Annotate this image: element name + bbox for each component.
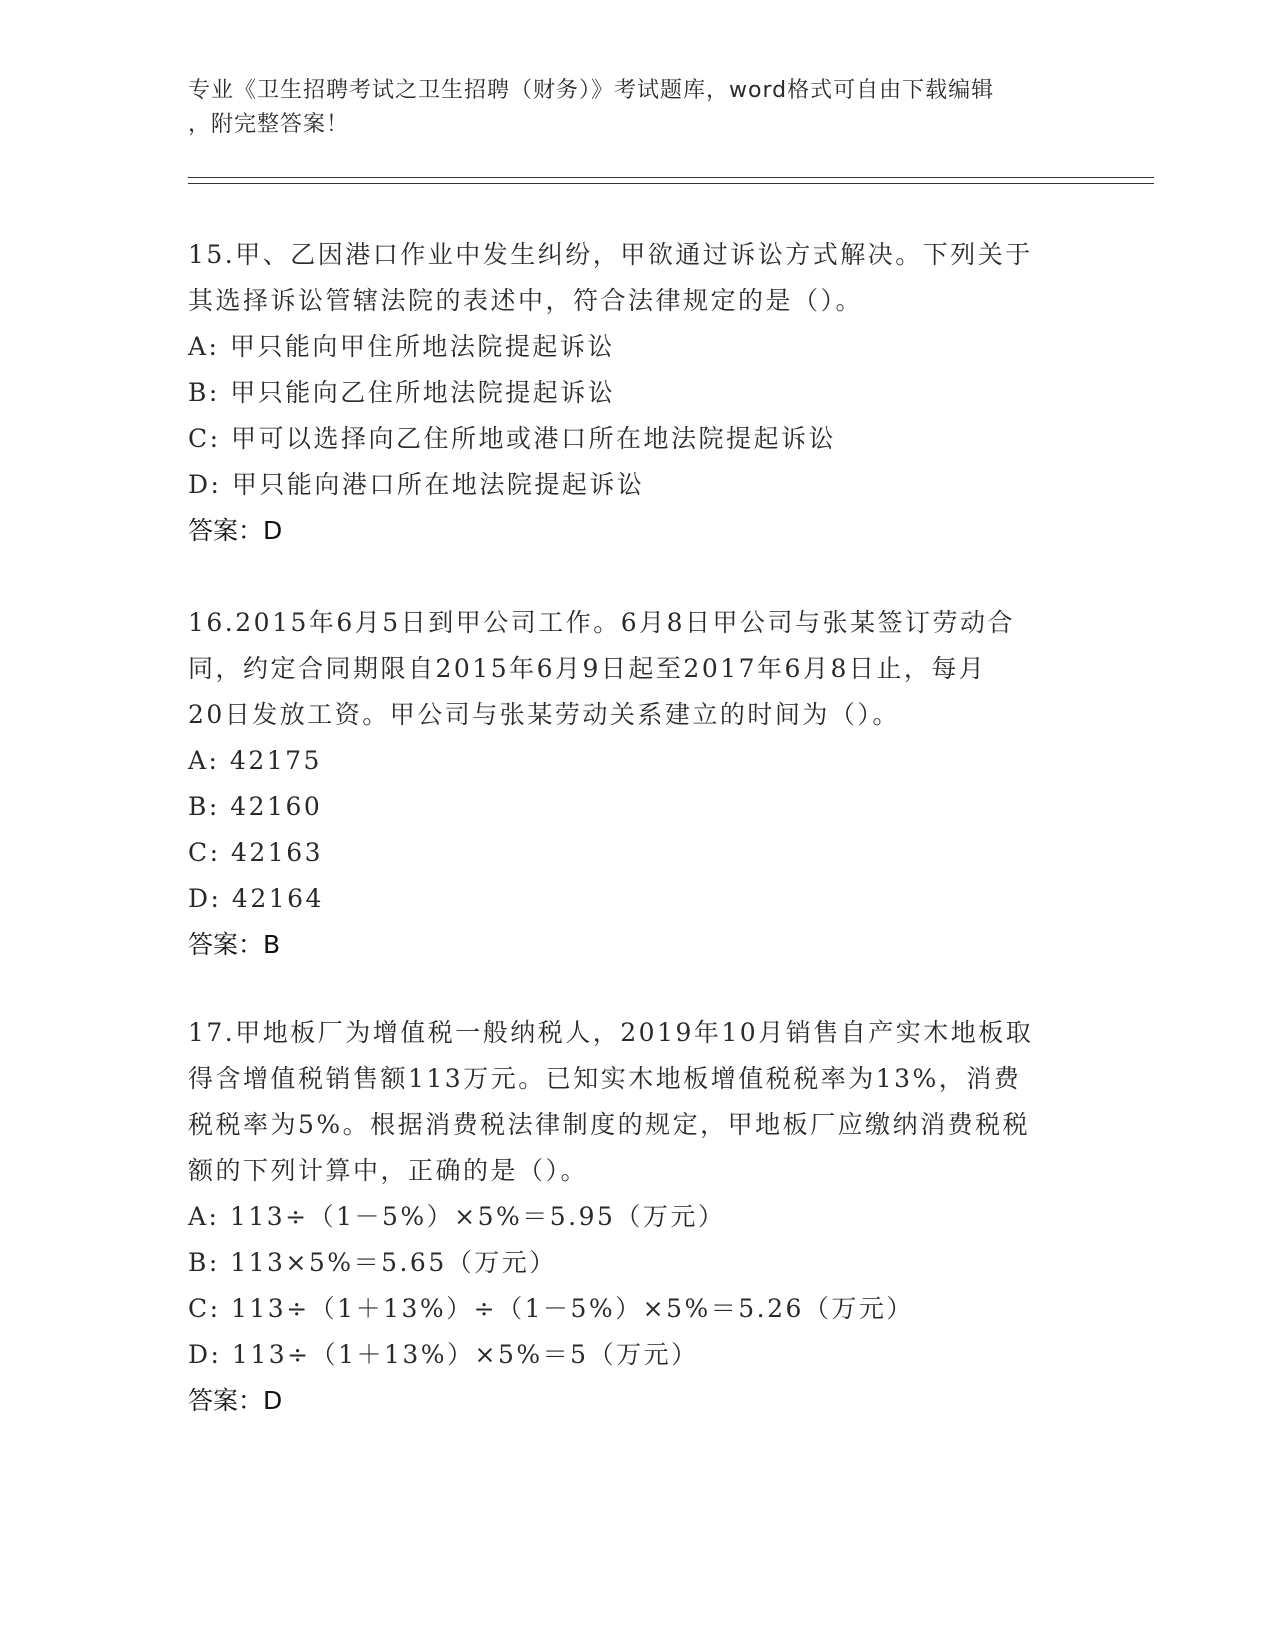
question-text-line: 同，约定合同期限自2015年6月9日起至2017年6月8日止，每月 bbox=[188, 654, 987, 683]
option-c: C: 甲可以选择向乙住所地或港口所在地法院提起诉讼 bbox=[188, 424, 837, 453]
option-c: C: 113÷（1＋13%）÷（1－5%）×5%＝5.26（万元） bbox=[188, 1294, 914, 1323]
option-b: B: 42160 bbox=[188, 792, 323, 821]
question-text-line: 其选择诉讼管辖法院的表述中，符合法律规定的是（）。 bbox=[188, 286, 864, 315]
option-b: B: 甲只能向乙住所地法院提起诉讼 bbox=[188, 378, 616, 407]
question-text-line: 17.甲地板厂为增值税一般纳税人，2019年10月销售自产实木地板取 bbox=[188, 1018, 1034, 1047]
question-15 bbox=[188, 232, 1088, 554]
option-a: A: 42175 bbox=[188, 746, 322, 775]
option-d: D: 42164 bbox=[188, 884, 324, 913]
question-text-line: 税税率为5%。根据消费税法律制度的规定，甲地板厂应缴纳消费税税 bbox=[188, 1110, 1031, 1139]
answer-label: 答案：D bbox=[188, 1386, 283, 1415]
question-16 bbox=[188, 600, 1088, 968]
option-d: D: 甲只能向港口所在地法院提起诉讼 bbox=[188, 470, 645, 499]
header-divider-top bbox=[188, 177, 1154, 178]
question-17 bbox=[188, 1010, 1088, 1424]
question-text-line: 20日发放工资。甲公司与张某劳动关系建立的时间为（）。 bbox=[188, 700, 900, 729]
header-line-2: ，附完整答案！ bbox=[188, 112, 350, 137]
option-c: C: 42163 bbox=[188, 838, 324, 867]
answer-label: 答案：B bbox=[188, 930, 281, 959]
answer-label: 答案：D bbox=[188, 516, 283, 545]
option-a: A: 甲只能向甲住所地法院提起诉讼 bbox=[188, 332, 615, 361]
question-text-line: 得含增值税销售额113万元。已知实木地板增值税税率为13%，消费 bbox=[188, 1064, 1022, 1093]
option-d: D: 113÷（1＋13%）×5%＝5（万元） bbox=[188, 1340, 699, 1369]
header-divider-bottom bbox=[188, 183, 1154, 184]
option-a: A: 113÷（1－5%）×5%＝5.95（万元） bbox=[188, 1202, 726, 1231]
option-b: B: 113×5%＝5.65（万元） bbox=[188, 1248, 557, 1277]
question-text-line: 15.甲、乙因港口作业中发生纠纷，甲欲通过诉讼方式解决。下列关于 bbox=[188, 240, 1033, 269]
header-line-1: 专业《卫生招聘考试之卫生招聘（财务）》考试题库，word格式可自由下载编辑 bbox=[188, 78, 995, 103]
question-text-line: 额的下列计算中，正确的是（）。 bbox=[188, 1156, 589, 1185]
question-text-line: 16.2015年6月5日到甲公司工作。6月8日甲公司与张某签订劳动合 bbox=[188, 608, 1016, 637]
page-header bbox=[188, 74, 1068, 142]
